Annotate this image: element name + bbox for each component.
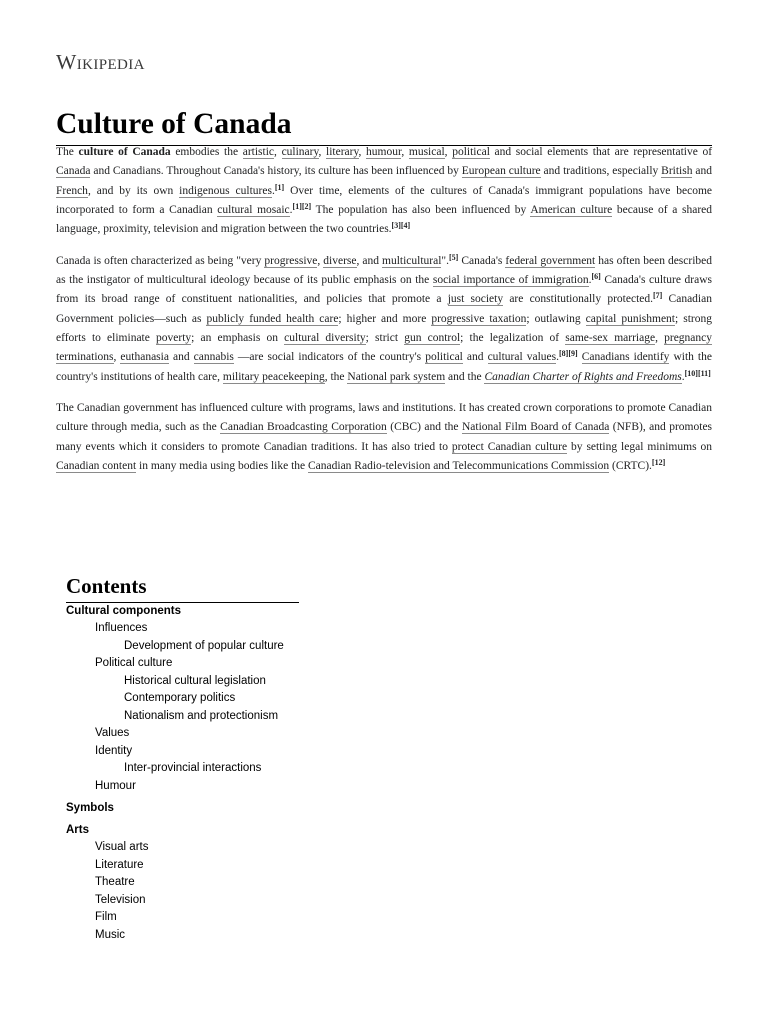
citation-ref[interactable]: [3][4] <box>391 221 411 231</box>
toc-item[interactable]: Arts <box>66 824 90 836</box>
wiki-link[interactable]: poverty <box>156 332 192 345</box>
text-run: . <box>681 370 685 383</box>
text-run: The Canadian government has influenced culture with programs, laws and institutions. It has created crown corporations to promote Canadian culture through media, such as the <box>56 402 712 434</box>
wiki-link[interactable]: federal government <box>505 254 596 267</box>
text-run: Canada is often characterized as being "very <box>56 254 265 267</box>
wiki-link[interactable]: cultural mosaic <box>217 204 290 217</box>
wiki-link[interactable]: protect Canadian culture <box>451 440 568 453</box>
text-run: and Canadians. Throughout Canada's history, its culture has been influenced by <box>90 165 462 178</box>
text-run: Canadian Government policies—such as <box>56 293 712 325</box>
intro-paragraph-2 <box>56 252 712 387</box>
text-run: by setting legal minimums on <box>567 440 712 453</box>
text-run: are constitutionally protected. <box>503 293 653 306</box>
text-run: ; strong efforts to eliminate <box>56 312 712 345</box>
text-run: The <box>56 146 79 158</box>
toc-item[interactable]: Contemporary politics <box>124 692 236 704</box>
text-run: with the country's institutions of health care, <box>56 351 712 383</box>
wiki-link[interactable]: British <box>661 165 693 178</box>
wiki-link[interactable]: indigenous cultures <box>179 184 272 197</box>
text-run: , <box>444 146 453 158</box>
toc-item[interactable]: Political culture <box>95 657 173 669</box>
text-run: . <box>289 204 293 217</box>
text-run: The population has also been influenced by <box>311 204 531 217</box>
toc-item[interactable]: Values <box>95 727 130 739</box>
text-run: because of a shared language, proximity, television and migration between the two countries. <box>56 204 713 236</box>
text-run: (CRTC). <box>609 460 652 473</box>
text-run: Canada's <box>458 254 506 267</box>
text-run: ; the legalization of <box>460 332 566 345</box>
wiki-link[interactable]: National Film Board of Canada <box>461 421 610 434</box>
toc-item[interactable]: Literature <box>95 858 144 871</box>
wiki-link[interactable]: humour <box>366 146 402 158</box>
wiki-link[interactable]: Canadian Broadcasting Corporation <box>220 421 387 434</box>
intro-paragraph-3 <box>56 399 712 476</box>
toc-item[interactable]: Development of popular culture <box>124 639 284 652</box>
text-run: (CBC) and the <box>386 421 462 434</box>
text-run: in many media using bodies like the <box>136 460 308 473</box>
text-run: , and by its own <box>87 184 180 197</box>
text-run: and <box>462 351 488 364</box>
toc-item[interactable]: Theatre <box>95 876 135 888</box>
text-run: , <box>113 351 121 364</box>
wiki-link[interactable]: progressive taxation <box>431 312 527 325</box>
toc-item[interactable]: Music <box>95 928 126 941</box>
toc-item[interactable]: Historical cultural legislation <box>124 674 266 687</box>
text-run: . <box>271 184 275 197</box>
text-run: ; outlawing <box>526 312 586 325</box>
wiki-link[interactable]: social importance of immigration <box>432 274 589 287</box>
wiki-link[interactable]: multicultural <box>382 254 442 267</box>
wiki-link[interactable]: political <box>452 146 490 158</box>
wiki-link[interactable]: gun control <box>404 332 461 345</box>
wiki-link[interactable]: artistic <box>242 146 275 158</box>
citation-ref[interactable]: [5] <box>449 252 459 262</box>
wiki-link[interactable]: French <box>56 184 88 197</box>
citation-ref[interactable]: [8][9] <box>558 349 578 359</box>
toc-item[interactable]: Inter-provincial interactions <box>124 762 262 774</box>
text-run: , <box>317 254 324 267</box>
toc-item[interactable]: Cultural components <box>66 605 182 617</box>
wiki-link[interactable]: diverse <box>323 254 357 267</box>
text-run: , <box>318 146 327 158</box>
wiki-link[interactable]: musical <box>408 146 445 158</box>
citation-ref[interactable]: [1][2] <box>292 202 312 212</box>
wiki-link[interactable]: cultural diversity <box>284 332 366 345</box>
text-run: —are social indicators of the country's <box>233 351 426 364</box>
citation-ref[interactable]: [6] <box>591 272 601 282</box>
wikipedia-logo[interactable]: Wikipedia <box>56 50 145 74</box>
text-run: and <box>168 351 194 364</box>
text-run: , the <box>324 370 348 383</box>
text-run: embodies the <box>170 146 243 158</box>
bold-term: culture of Canada <box>78 146 171 158</box>
wiki-link[interactable]: just society <box>447 293 504 306</box>
toc-item[interactable]: Film <box>95 911 117 923</box>
citation-ref[interactable]: [1] <box>274 182 285 192</box>
text-run: and <box>692 165 712 178</box>
text-run: and traditions, especially <box>540 165 662 178</box>
toc-item[interactable]: Identity <box>95 744 133 757</box>
text-run: . <box>556 351 559 364</box>
text-run: , <box>401 146 409 158</box>
toc-item[interactable]: Visual arts <box>95 841 149 853</box>
page-title: Culture of Canada <box>56 104 712 146</box>
text-run: has often been described as the instigator of multicultural ideology because of its public emphasis on the <box>56 254 713 287</box>
wiki-link[interactable]: American culture <box>530 204 613 217</box>
wiki-link[interactable]: Canadian Radio-television and Telecommunications Commission <box>308 460 610 473</box>
wiki-link[interactable]: cultural values <box>487 351 557 364</box>
toc-item[interactable]: Symbols <box>66 802 114 814</box>
wiki-link[interactable]: capital punishment <box>585 312 676 325</box>
text-run: and the <box>445 370 485 383</box>
wiki-link[interactable]: European culture <box>461 165 541 178</box>
text-run: ". <box>441 254 449 267</box>
text-run: , <box>655 332 665 345</box>
wiki-link[interactable]: pregnancy terminations <box>56 332 713 364</box>
toc-title: Contents <box>66 572 299 603</box>
text-run: . <box>588 274 592 287</box>
wiki-link[interactable]: progressive <box>264 254 318 267</box>
text-run: ; strict <box>365 332 405 345</box>
wiki-link[interactable]: Canadian Charter of Rights and Freedoms <box>484 370 682 383</box>
toc-item[interactable]: Influences <box>95 622 148 634</box>
wiki-link[interactable]: Canada <box>56 165 91 178</box>
text-run: (NFB), and promotes many events which it considers to promote Canadian traditions. It has also tried to <box>56 421 713 453</box>
text-run: , and <box>356 254 383 267</box>
wiki-link[interactable]: publicly funded health care <box>206 312 339 325</box>
wiki-link[interactable]: same-sex marriage <box>565 332 656 345</box>
wiki-link[interactable]: National park system <box>347 370 446 383</box>
wiki-link[interactable]: euthanasia <box>120 351 169 364</box>
citation-ref[interactable]: [10][11] <box>684 368 711 378</box>
toc-list <box>66 603 306 944</box>
text-run: , <box>358 146 367 158</box>
wiki-link[interactable]: political <box>425 351 463 364</box>
text-run: Over time, elements of the cultures of Canada's immigrant populations have become incorporated to form a Canadian <box>56 184 713 217</box>
toc-item[interactable]: Television <box>95 893 146 906</box>
citation-ref[interactable]: [7] <box>653 291 663 301</box>
text-run: ; higher and more <box>338 312 432 325</box>
wiki-link[interactable]: Canadian content <box>56 460 137 473</box>
citation-ref[interactable]: [12] <box>651 458 666 468</box>
text-run: Canada's culture draws from its broad range of constituent nationalities, and policies that promote a <box>56 274 712 306</box>
table-of-contents <box>66 572 306 944</box>
wiki-link[interactable]: Canadians identify <box>581 351 670 364</box>
wiki-link[interactable]: cannabis <box>193 351 234 364</box>
intro-paragraph-1 <box>56 143 712 240</box>
toc-item[interactable]: Nationalism and protectionism <box>124 709 279 722</box>
toc-item[interactable]: Humour <box>95 779 136 792</box>
article-intro <box>56 143 712 489</box>
text-run: , <box>274 146 282 158</box>
wiki-link[interactable]: literary <box>326 146 359 158</box>
text-run: and social elements that are representative of <box>489 146 713 158</box>
text-run: ; an emphasis on <box>191 332 285 345</box>
wiki-link[interactable]: military peacekeeping <box>222 370 325 383</box>
wiki-link[interactable]: culinary <box>281 146 319 158</box>
